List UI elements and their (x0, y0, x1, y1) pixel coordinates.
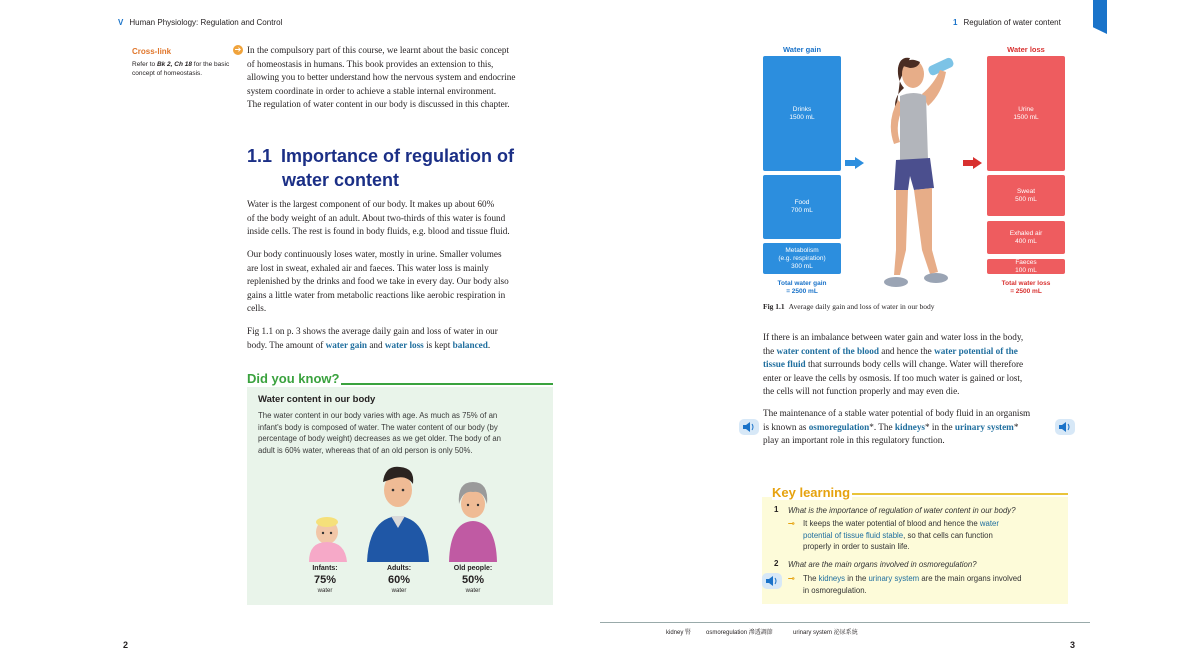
audio-speaker-button[interactable] (1055, 419, 1075, 435)
gain-total-value: = 2500 mL (786, 288, 818, 295)
text-line: The water content in our body varies with age. As much as 75% of an (258, 411, 498, 420)
text-segment: It keeps the water potential of blood and hence the (803, 519, 980, 528)
gain-metabolism-note: (e.g. respiration) (778, 254, 826, 262)
loss-sweat-value: 500 mL (1015, 195, 1037, 203)
gain-metabolism-label: Metabolism (785, 246, 819, 254)
text-line (763, 421, 1075, 435)
adult-sub: water (391, 588, 407, 594)
text-line: in osmoregulation. (803, 585, 867, 595)
adult-percent: 60% (387, 574, 411, 586)
water-gain-heading: Water gain (782, 45, 822, 54)
right-paragraph-2 (763, 407, 1075, 448)
dyk-text (258, 410, 538, 456)
chapter-number: 1 (953, 18, 958, 27)
text-line: gains a little water from metabolic reactions like aerobic respiration in (247, 289, 506, 300)
unit-marker: V (118, 18, 124, 27)
text-segment: The (803, 574, 819, 583)
right-paragraph-1 (763, 331, 1073, 399)
loss-box-sweat (987, 175, 1065, 216)
intro-paragraph (247, 44, 557, 112)
glossary-term: urinary system (793, 630, 833, 636)
loss-exhaled-label: Exhaled air (1009, 229, 1043, 237)
text-line (803, 573, 1063, 585)
keyword-balanced: balanced (452, 339, 488, 350)
text-line: enter or leave the cells by osmosis. If too much water is gained or lost, (763, 372, 1023, 383)
dyk-subheading: Water content in our body (258, 394, 376, 405)
text-segment: . (487, 339, 491, 350)
text-line: If there is an imbalance between water gain and water loss in the body, (763, 332, 1024, 342)
text-line (763, 345, 1073, 359)
keyword-tissue-fluid: tissue fluid (763, 359, 806, 370)
speaker-icon (743, 422, 755, 432)
text-segment: and hence the (878, 345, 935, 356)
text-segment: and (367, 339, 385, 350)
text-line: inside cells. The rest is found in body fluids, e.g. blood and tissue fluid. (247, 226, 510, 237)
text-line: Our body continuously loses water, mostly in urine. Smaller volumes (247, 249, 502, 259)
section-title-line2: water content (282, 170, 400, 190)
keyword-kidneys[interactable]: kidneys (894, 421, 926, 432)
gain-food-label: Food (794, 199, 810, 206)
question-1: What is the importance of regulation of water content in our body? (788, 506, 1016, 515)
glossary-translation: 滲透調節 (748, 630, 773, 636)
keyword-water-content-blood: water content of the blood (776, 345, 879, 356)
text-segment: the (763, 345, 777, 356)
text-segment: * in the (925, 421, 955, 432)
intro-line: In the compulsory part of this course, we learnt about the basic concept (247, 45, 510, 55)
question-number: 1 (774, 505, 779, 514)
dyk-heading (247, 370, 553, 386)
intro-line: system coordinate in order to achieve a stable internal environment. (247, 85, 496, 96)
loss-exhaled-value: 400 mL (1015, 237, 1037, 245)
text-line: Water is the largest component of our body. It makes up about 60% (247, 199, 495, 209)
glossary-urinary-system (793, 627, 858, 636)
page-number-left: 2 (123, 640, 129, 650)
key-icon: ⊸ (788, 574, 795, 583)
loss-urine-label: Urine (1018, 105, 1034, 113)
keyword-water-loss: water loss (384, 339, 424, 350)
loss-urine-value: 1500 mL (1013, 113, 1039, 121)
keyword-water-potential: water potential of the (934, 345, 1018, 356)
crosslink-text-post: for the basic concept of homeostasis. (132, 61, 230, 77)
speaker-icon (766, 576, 778, 586)
infant-figure (309, 517, 347, 562)
infant-percent: 75% (313, 574, 337, 586)
right-running-header (953, 18, 1061, 27)
page-number-right: 3 (1070, 640, 1076, 650)
figure-caption (763, 302, 935, 311)
gain-box-food (763, 175, 841, 239)
book-title: Human Physiology: Regulation and Control (129, 18, 283, 27)
keyword-potential-tissue-fluid-stable: potential of tissue fluid stable (803, 530, 904, 540)
adult-figure (367, 467, 429, 562)
woman-drinking-illustration (870, 50, 970, 295)
intro-line: of homeostasis in humans. This book provides an extension to this, (247, 58, 494, 69)
keyword-kidneys: kidneys (818, 574, 846, 583)
people-illustration (295, 460, 515, 565)
question-2: What are the main organs involved in osmoregulation? (788, 560, 977, 569)
glossary-translation: 腎 (685, 630, 692, 636)
elderly-percent: 50% (461, 574, 485, 586)
keyword-osmoregulation[interactable]: osmoregulation (808, 421, 870, 432)
figure-number: Fig 1.1 (763, 302, 785, 311)
gain-box-drinks (763, 56, 841, 171)
elderly-figure (449, 482, 497, 562)
chapter-title: Regulation of water content (963, 18, 1061, 27)
glossary-translation: 泌尿系統 (833, 630, 858, 636)
crosslink-ref[interactable]: Bk 2, Ch 18 (156, 61, 192, 68)
text-segment: * (1013, 421, 1019, 432)
paragraph-3 (247, 325, 557, 352)
figure-caption-text: Average daily gain and loss of water in our body (788, 302, 935, 311)
elderly-label: Old people: (453, 565, 493, 572)
infant-sub: water (317, 588, 333, 594)
audio-speaker-button[interactable] (739, 419, 759, 435)
text-segment: that surrounds body cells will change. Water will therefore (805, 359, 1024, 370)
dyk-heading-text: Did you know? (247, 371, 340, 386)
keyword-water: water (979, 519, 999, 528)
infant-label: Infants: (312, 565, 338, 572)
text-segment: *. The (869, 421, 895, 432)
section-title (247, 144, 567, 192)
speaker-icon (1059, 422, 1071, 432)
footer-rule (600, 622, 1090, 623)
glossary-osmoregulation (706, 627, 773, 636)
adult-label: Adults: (386, 565, 412, 572)
crosslink-text-pre: Refer to (132, 61, 157, 68)
arrow-right-icon (845, 157, 865, 169)
gain-food-value: 700 mL (791, 207, 813, 214)
audio-speaker-button[interactable] (762, 573, 782, 589)
key-icon: ⊸ (788, 519, 795, 528)
text-line (803, 518, 1063, 530)
loss-box-urine (987, 56, 1065, 171)
text-line: percentage of body weight) decreases as we get older. The body of an (258, 434, 502, 443)
glossary-term: kidney (666, 630, 684, 636)
text-line: properly in order to sustain life. (803, 542, 910, 551)
text-line: adult is 60% water, whereas that of an old person is only 50%. (258, 445, 473, 455)
text-line: replenished by the drinks and food we take in every day. Our body also (247, 276, 509, 287)
crosslink-text (132, 60, 232, 78)
text-segment: in the (845, 574, 869, 583)
gain-total (763, 280, 841, 296)
loss-faeces-label: Faeces (1015, 258, 1037, 266)
text-segment: body. The amount of (247, 339, 326, 350)
text-line (763, 358, 1073, 372)
text-line: are lost in sweat, exhaled air and faeces. This water loss is mainly (247, 262, 489, 273)
section-number: 1.1 (247, 146, 273, 166)
gain-metabolism-value: 300 mL (791, 262, 813, 270)
intro-line: The regulation of water content in our body is discussed in this chapter. (247, 99, 510, 110)
section-title-line1: Importance of regulation of (281, 146, 515, 166)
keyword-urinary-system[interactable]: urinary system (954, 421, 1014, 432)
loss-box-faeces (987, 259, 1065, 274)
chapter-tab-marker (1093, 0, 1107, 34)
glossary-term: osmoregulation (706, 630, 748, 636)
intro-line: allowing you to better understand how the nervous system and endocrine (247, 72, 516, 83)
arrow-right-icon: ➔ (234, 45, 242, 54)
key-learning-heading-text: Key learning (772, 485, 851, 500)
text-segment: is known as (763, 421, 809, 432)
text-segment: are the main organs involved (919, 574, 1022, 583)
gain-drinks-label: Drinks (792, 105, 812, 113)
text-segment: is kept (423, 339, 453, 350)
loss-total-label: Total water loss (1001, 280, 1051, 287)
loss-box-exhaled (987, 221, 1065, 254)
text-segment: , so that cells can function (903, 530, 993, 540)
loss-total-value: = 2500 mL (1010, 288, 1042, 295)
text-line: infant's body is composed of water. The water content of our body (by (258, 422, 498, 432)
loss-sweat-label: Sweat (1016, 187, 1036, 195)
loss-total (987, 280, 1065, 296)
text-line: the cells will not function properly and may even die. (763, 386, 960, 397)
text-line (803, 530, 1063, 542)
left-running-header (118, 18, 282, 27)
loss-faeces-value: 100 mL (1015, 266, 1037, 274)
elderly-sub: water (465, 588, 481, 594)
text-line: play an important role in this regulatory function. (763, 435, 945, 446)
text-line: cells. (247, 303, 267, 314)
gain-total-label: Total water gain (777, 280, 827, 287)
key-learning-heading (772, 484, 1068, 500)
text-line: The maintenance of a stable water potential of body fluid in an organism (763, 408, 1031, 418)
glossary-kidney (666, 627, 691, 636)
gain-box-metabolism (763, 243, 841, 274)
paragraph-1 (247, 198, 557, 239)
answer-1 (803, 518, 1063, 553)
gain-drinks-value: 1500 mL (789, 113, 815, 121)
keyword-urinary-system: urinary system (868, 574, 920, 583)
water-loss-heading: Water loss (1007, 45, 1045, 54)
crosslink-title: Cross-link (132, 47, 172, 56)
text-line: of the body weight of an adult. About two-thirds of this water is found (247, 212, 506, 223)
answer-2 (803, 573, 1063, 596)
paragraph-2 (247, 248, 557, 316)
text-line (247, 339, 557, 353)
question-number: 2 (774, 559, 779, 568)
text-line: Fig 1.1 on p. 3 shows the average daily gain and loss of water in our (247, 326, 498, 336)
keyword-water-gain: water gain (325, 339, 368, 350)
